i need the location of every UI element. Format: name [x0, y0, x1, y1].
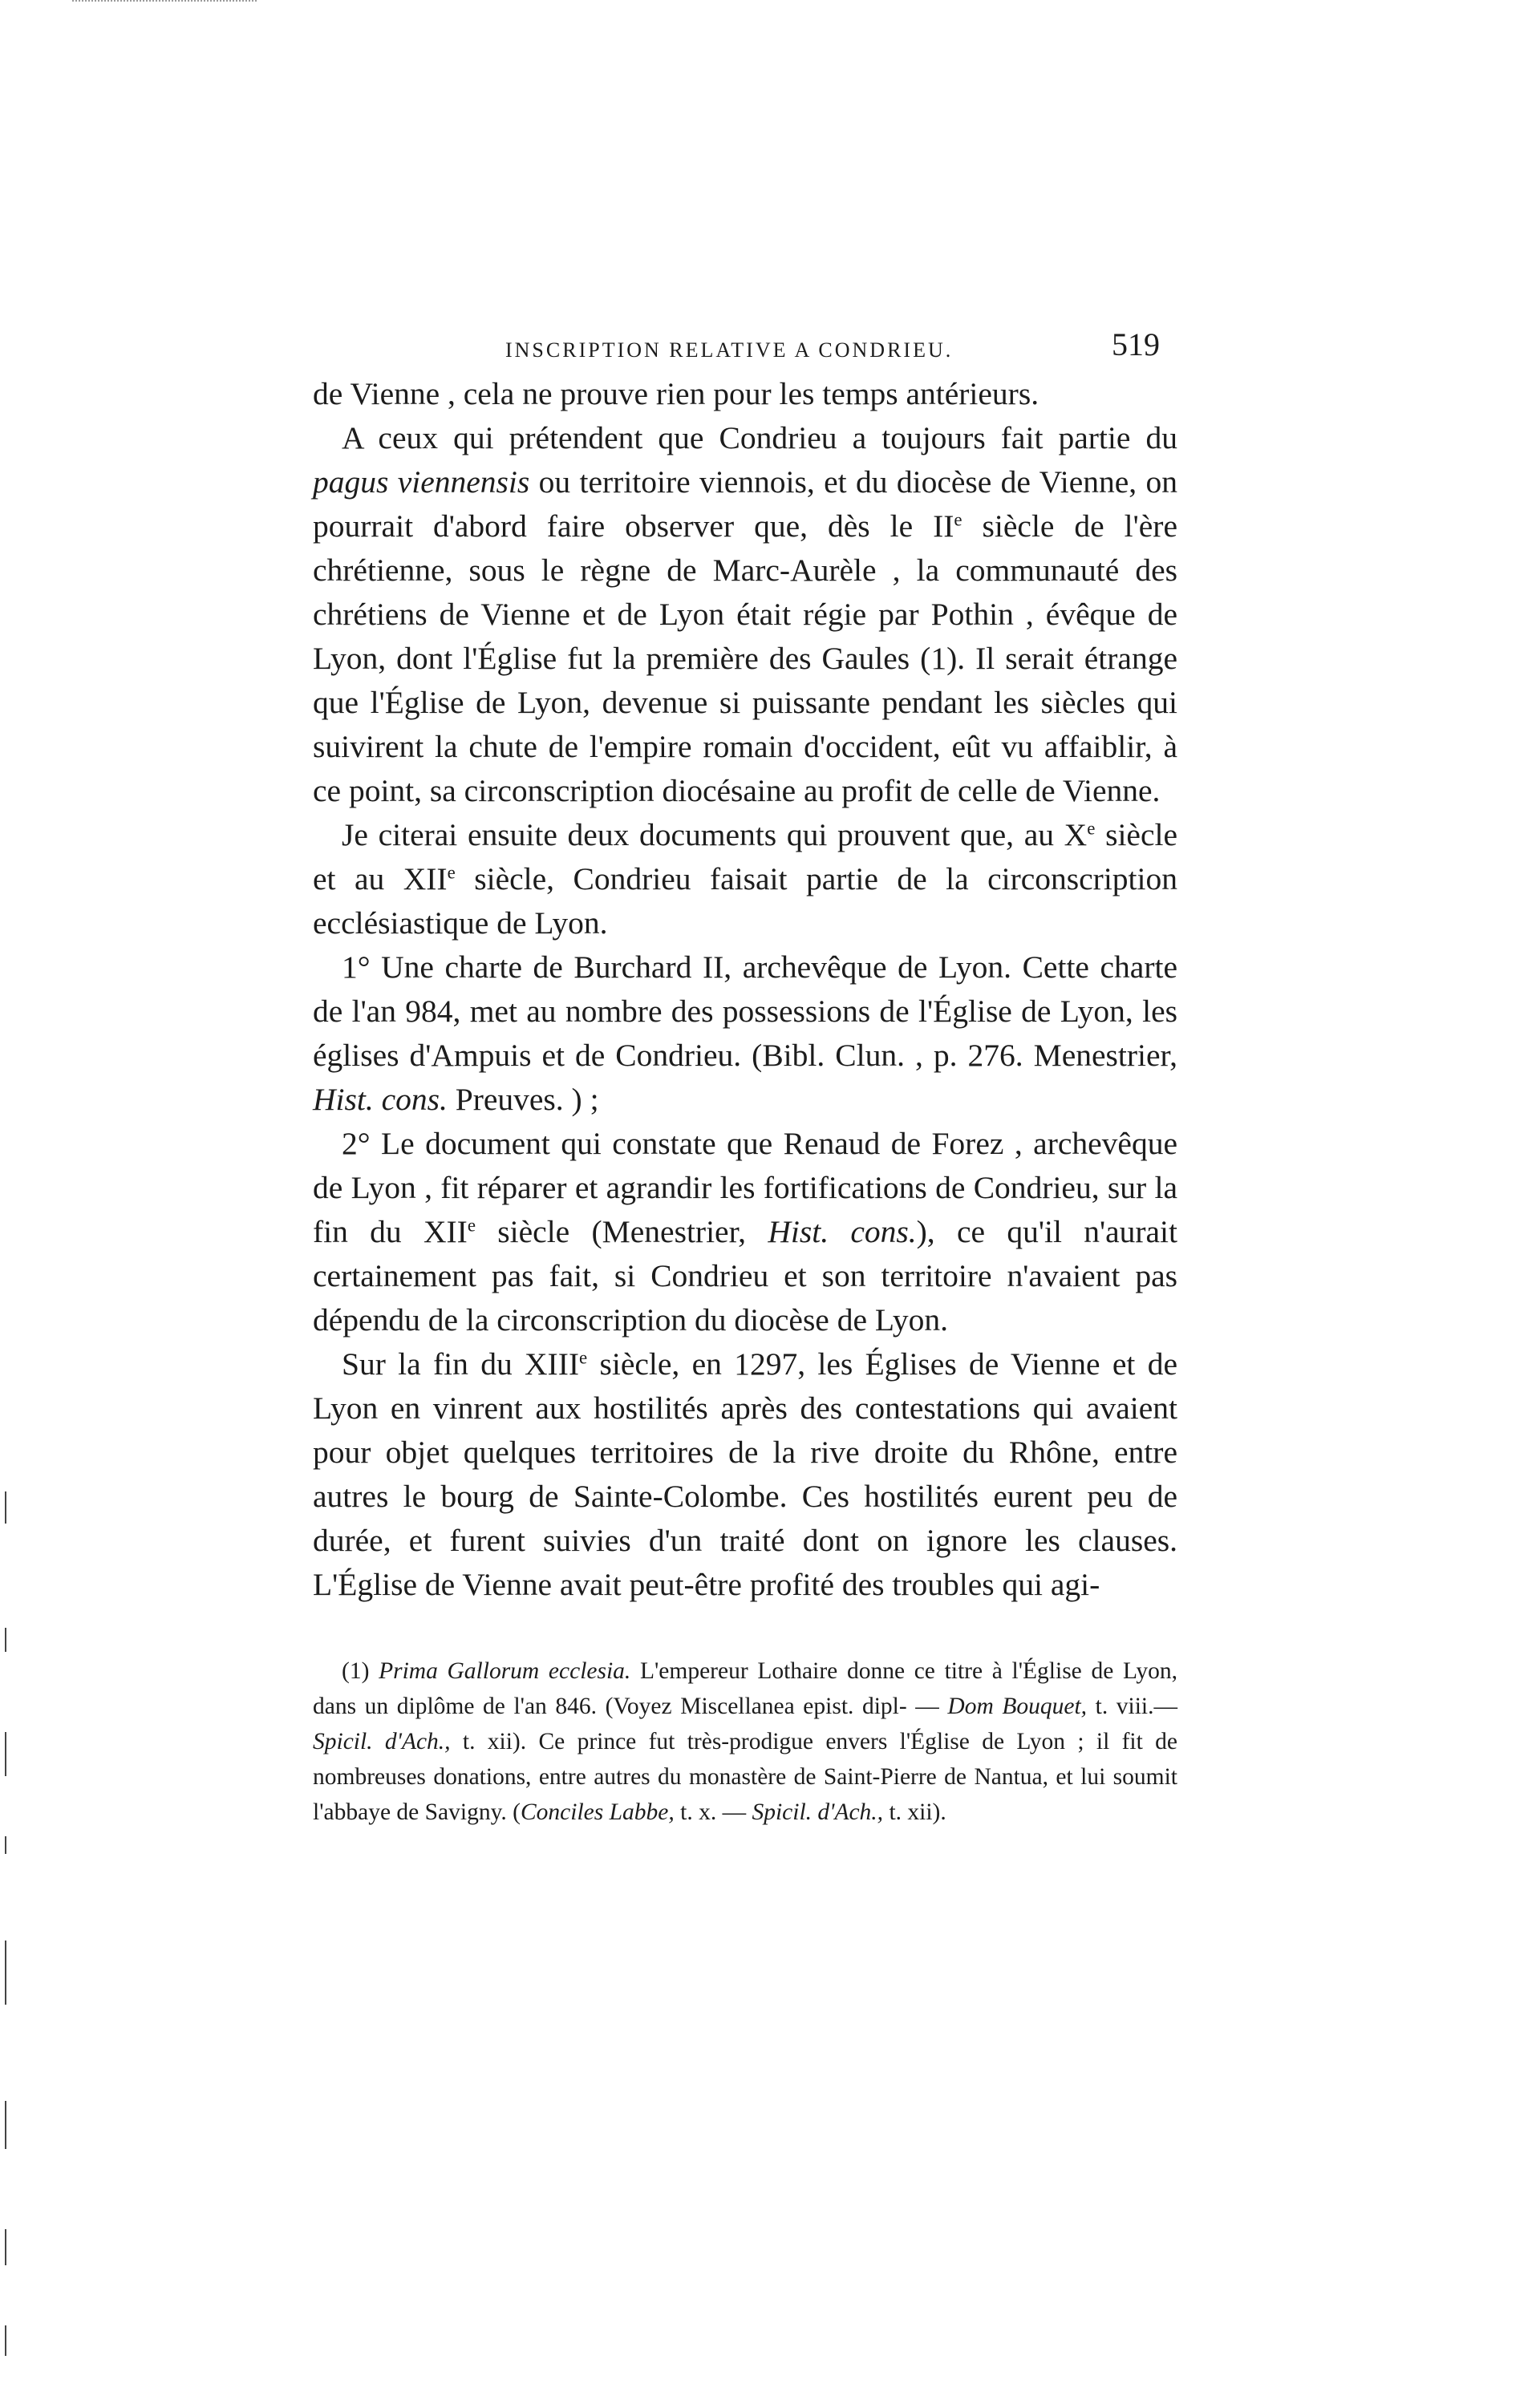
- footnote: [313, 1653, 1177, 1830]
- book-page: [313, 321, 1177, 1830]
- paragraph: Je citerai ensuite deux documents qui prouvent que, au Xe siècle et au XIIe siècle, Condrieu faisait partie de la circonscription ecclésiastique de Lyon.: [313, 817, 1177, 941]
- italic-text: Prima Gallorum ecclesia.: [379, 1658, 631, 1684]
- running-head-title: INSCRIPTION RELATIVE A CONDRIEU.: [505, 338, 954, 362]
- scan-edge-line: [72, 0, 257, 2]
- superscript: e: [954, 509, 962, 530]
- italic-text: Conciles Labbe,: [521, 1799, 675, 1825]
- paragraph: 1° Une charte de Burchard II, archevêque de Lyon. Cette charte de l'an 984, met au nombre des possessions de l'Église de Lyon, les églises d'Ampuis et de Condrieu. (Bibl. Clun. , p. 276. Menestrier, Hist. cons. Preuves. ) ;: [313, 949, 1177, 1117]
- body-text: [313, 372, 1177, 1607]
- italic-text: Hist. cons.: [768, 1214, 917, 1249]
- italic-text: Spicil. d'Ach.,: [752, 1799, 884, 1825]
- scan-margin-marks: [5, 1491, 8, 2374]
- running-head: [313, 321, 1177, 369]
- superscript: e: [447, 862, 456, 883]
- paragraph: 2° Le document qui constate que Renaud de Forez , archevêque de Lyon , fit réparer et agrandir les fortifications de Condrieu, sur la fin du XIIe siècle (Menestrier, Hist. cons.), ce qu'il n'aurait certainement pas fait, si Condrieu et son territoire n'avaient pas dépendu de la circonscription du diocèse de Lyon.: [313, 1126, 1177, 1338]
- superscript: e: [1087, 818, 1096, 839]
- italic-text: Spicil. d'Ach.,: [313, 1729, 451, 1754]
- paragraph: A ceux qui prétendent que Condrieu a toujours fait partie du pagus viennensis ou territoire viennois, et du diocèse de Vienne, on pourrait d'abord faire observer que, dès le IIe siècle de l'ère chrétienne, sous le règne de Marc-Aurèle , la communauté des chrétiens de Vienne et de Lyon était régie par Pothin , évêque de Lyon, dont l'Église fut la première des Gaules (1). Il serait étrange que l'Église de Lyon, devenue si puissante pendant les siècles qui suivirent la chute de l'empire romain d'occident, eût vu affaiblir, à ce point, sa circonscription diocésaine au profit de celle de Vienne.: [313, 420, 1177, 808]
- page-number: 519: [1112, 326, 1160, 362]
- superscript: e: [467, 1215, 476, 1236]
- paragraph: Sur la fin du XIIIe siècle, en 1297, les Églises de Vienne et de Lyon en vinrent aux hostilités après des contestations qui avaient pour objet quelques territoires de la rive droite du Rhône, entre autres le bourg de Sainte-Colombe. Ces hostilités eurent peu de durée, et furent suivies d'un traité dont on ignore les clauses. L'Église de Vienne avait peut-être profité des troubles qui agi-: [313, 1346, 1177, 1602]
- footnote-text: (1) Prima Gallorum ecclesia. L'empereur Lothaire donne ce titre à l'Église de Lyon, dans un diplôme de l'an 846. (Voyez Miscellanea epist. dipl- — Dom Bouquet, t. viii.— Spicil. d'Ach., t. xii). Ce prince fut très-prodigue envers l'Église de Lyon ; il fit de nombreuses donations, entre autres du monastère de Saint-Pierre de Nantua, et lui soumit l'abbaye de Savigny. (Conciles Labbe, t. x. — Spicil. d'Ach., t. xii).: [313, 1658, 1177, 1825]
- italic-text: Hist. cons.: [313, 1082, 448, 1117]
- superscript: e: [579, 1347, 588, 1368]
- paragraph: de Vienne , cela ne prouve rien pour les temps antérieurs.: [313, 376, 1040, 411]
- italic-text: Dom Bouquet,: [947, 1694, 1088, 1719]
- italic-text: pagus viennensis: [313, 464, 530, 500]
